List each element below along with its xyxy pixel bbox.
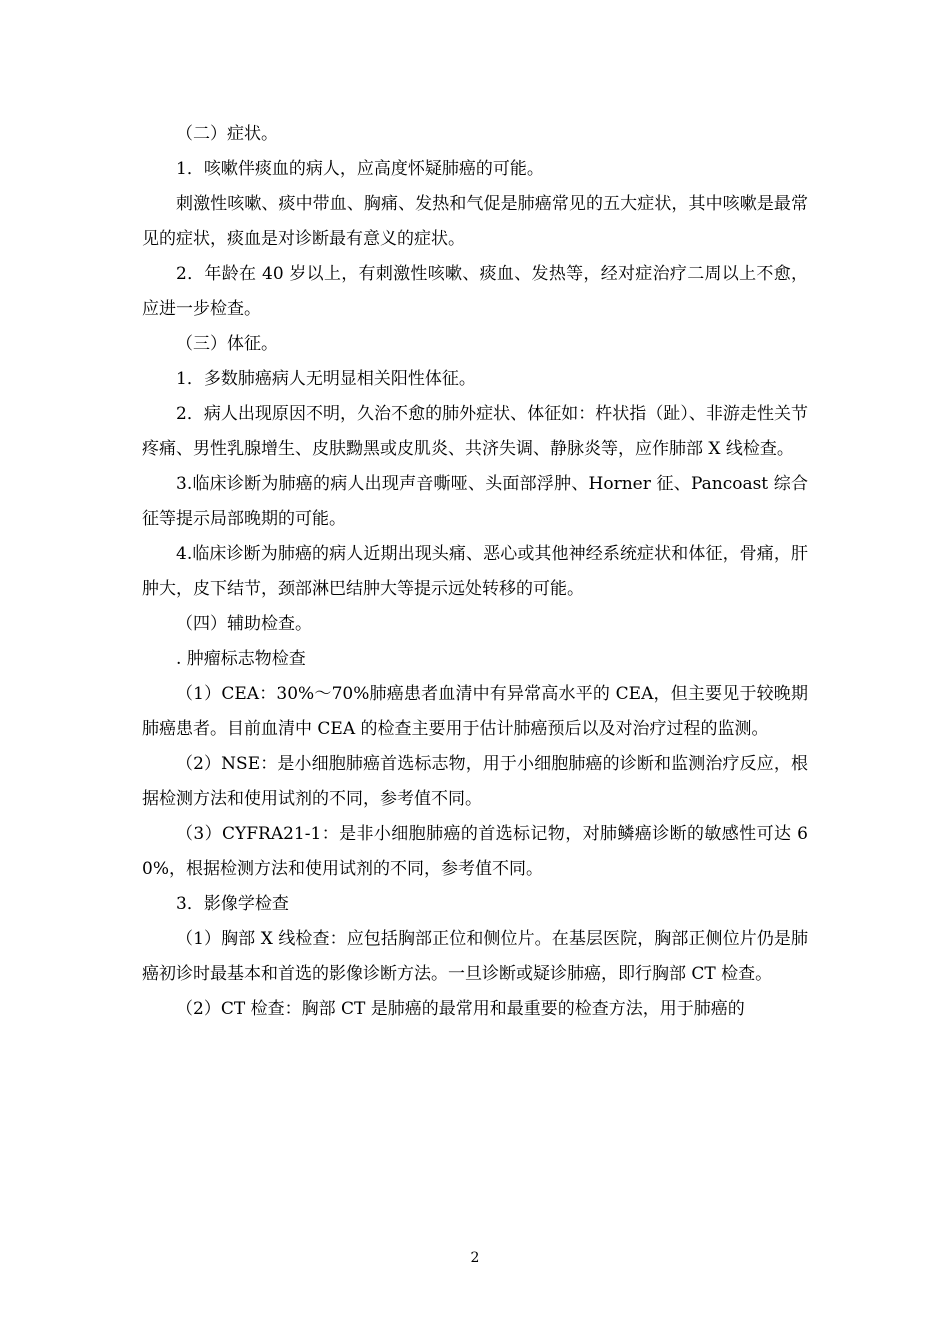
paragraph: （2）CT 检查：胸部 CT 是肺癌的最常用和最重要的检查方法，用于肺癌的 [176, 999, 745, 1019]
paragraph: 1．多数肺癌病人无明显相关阳性体征。 [176, 369, 476, 389]
paragraph: （2）NSE：是小细胞肺癌首选标志物，用于小细胞肺癌的诊断和监测治疗反应，根据检测方法和使用试剂的不同，参考值不同。 [142, 754, 808, 809]
section-heading-signs: （三）体征。 [176, 334, 278, 354]
section-heading-symptoms: （二）症状。 [176, 124, 278, 144]
paragraph: 3.临床诊断为肺癌的病人出现声音嘶哑、头面部浮肿、Horner 征、Pancoast 综合征等提示局部晚期的可能。 [142, 474, 808, 529]
paragraph: 2．病人出现原因不明，久治不愈的肺外症状、体征如：杵状指（趾）、非游走性关节疼痛、男性乳腺增生、皮肤黝黑或皮肌炎、共济失调、静脉炎等，应作肺部 X 线检查。 [142, 404, 808, 459]
document-body [142, 117, 808, 1027]
paragraph: 2．年龄在 40 岁以上，有刺激性咳嗽、痰血、发热等，经对症治疗二周以上不愈，应进一步检查。 [142, 264, 808, 319]
paragraph: 刺激性咳嗽、痰中带血、胸痛、发热和气促是肺癌常见的五大症状，其中咳嗽是最常见的症状，痰血是对诊断最有意义的症状。 [142, 194, 808, 249]
paragraph: （1）CEA：30%～70%肺癌患者血清中有异常高水平的 CEA，但主要见于较晚期肺癌患者。目前血清中 CEA 的检查主要用于估计肺癌预后以及对治疗过程的监测。 [142, 684, 808, 739]
section-heading-auxiliary-exam: （四）辅助检查。 [176, 614, 312, 634]
paragraph: 1．咳嗽伴痰血的病人，应高度怀疑肺癌的可能。 [176, 159, 544, 179]
page-number: 2 [470, 1250, 480, 1266]
subsection-heading-imaging: 3．影像学检查 [176, 894, 289, 914]
paragraph: （3）CYFRA21-1：是非小细胞肺癌的首选标记物，对肺鳞癌诊断的敏感性可达 60%，根据检测方法和使用试剂的不同，参考值不同。 [142, 824, 808, 879]
paragraph: 4.临床诊断为肺癌的病人近期出现头痛、恶心或其他神经系统症状和体征，骨痛，肝肿大，皮下结节，颈部淋巴结肿大等提示远处转移的可能。 [142, 544, 808, 599]
paragraph: （1）胸部 X 线检查：应包括胸部正位和侧位片。在基层医院，胸部正侧位片仍是肺癌初诊时最基本和首选的影像诊断方法。一旦诊断或疑诊肺癌，即行胸部 CT 检查。 [142, 929, 808, 984]
subsection-heading-tumor-markers: . 肿瘤标志物检查 [176, 649, 306, 669]
